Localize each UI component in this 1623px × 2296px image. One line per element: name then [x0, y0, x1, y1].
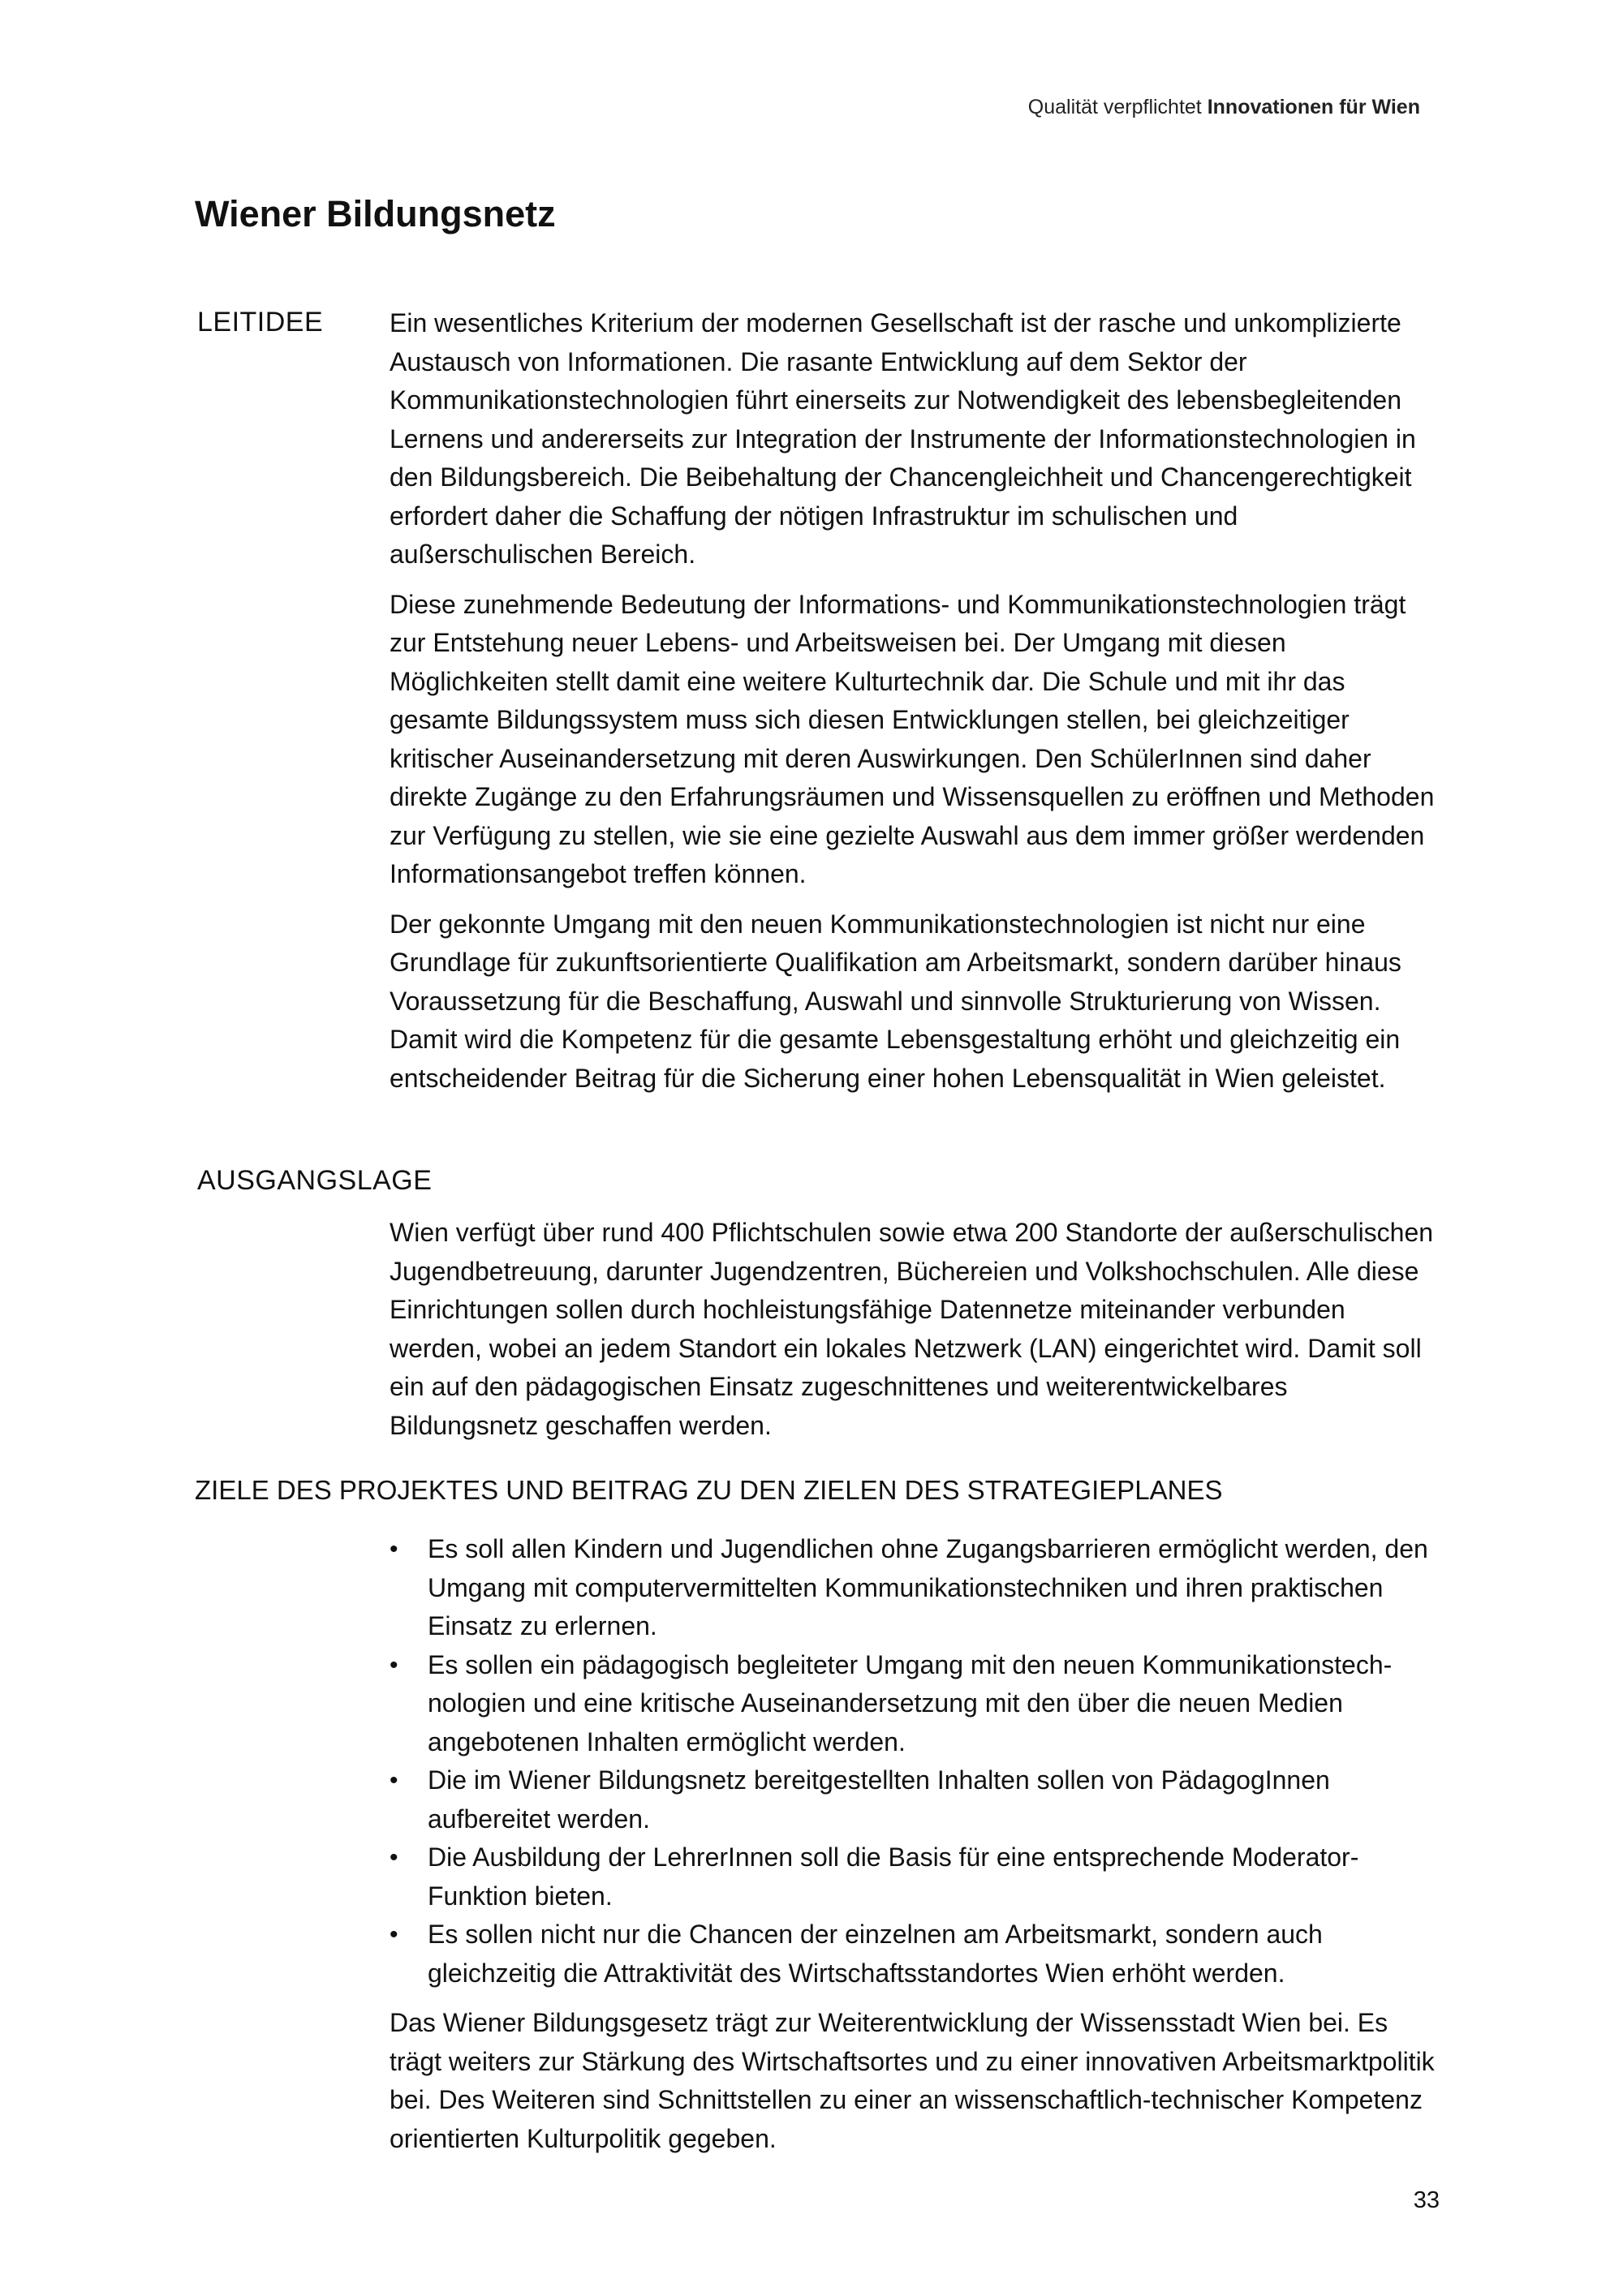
- page-title: Wiener Bildungsnetz: [195, 193, 556, 234]
- paragraph: Wien verfügt über rund 400 Pflichtschulen sowie etwa 200 Standorte der außerschulischen Jugendbetreuung, darunter Jugendzentren, Büchereien und Volkshochschulen. Alle diese Einrichtungen sollen durch hochleistungsfähige Datennetze miteinander verbunden werden, wobei an jedem Standort ein lokales Netzwerk (LAN) eingerichtet wird. Damit soll ein auf den pädagogischen Einsatz zugeschnittenes und weiterentwickelbares Bildungsnetz geschaffen werden.: [390, 1218, 1434, 1440]
- paragraph: Ein wesentliches Kriterium der modernen Gesellschaft ist der rasche und unkomplizierte Austausch von Informationen. Die rasante Entwicklung auf dem Sektor der Kommunikationstechnologien führt einerseits zur Notwendigkeit des lebensbegleitenden Lernens und andererseits zur Integration der Instrumente der Informationstechnologien in den Bildungsbereich. Die Beibehaltung der Chancengleichheit und Chancengerechtigkeit erfordert daher die Schaffung der nötigen Infrastruktur im schulischen und außerschulischen Bereich.: [390, 308, 1416, 569]
- page-number: 33: [1413, 2187, 1440, 2213]
- running-header: [1028, 96, 1420, 119]
- bullet-icon: •: [390, 1844, 398, 1871]
- paragraph: Der gekonnte Umgang mit den neuen Kommunikationstechnologien ist nicht nur eine Grundlage für zukunftsorientierte Qualifikation am Arbeitsmarkt, sondern darüber hinaus Voraussetzung für die Beschaffung, Auswahl und sinnvolle Strukturierung von Wissen. Damit wird die Kompetenz für die gesamte Lebensgestaltung erhöht und gleichzeitig ein entscheidender Beitrag für die Sicherung einer hohen Lebensqualität in Wien geleistet.: [390, 909, 1401, 1093]
- bullet-icon: •: [390, 1921, 398, 1948]
- list-item: [390, 1915, 1436, 1993]
- bullet-icon: •: [390, 1536, 398, 1563]
- header-prefix: Qualität verpflichtet: [1027, 96, 1202, 118]
- list-item-text: Die im Wiener Bildungsnetz bereitgestellten Inhalten sollen von PädagogInnen aufbereitet werden.: [428, 1765, 1330, 1834]
- section-body-ziele: [390, 1530, 1436, 2169]
- header-bold: Innovationen für Wien: [1207, 96, 1420, 118]
- list-item: [390, 1838, 1436, 1915]
- bullet-icon: •: [390, 1767, 398, 1794]
- list-item-text: Die Ausbildung der LehrerInnen soll die Basis für eine entsprechende Moderator-Funktion bieten.: [428, 1842, 1359, 1911]
- section-label-ausgangslage: AUSGANGSLAGE: [197, 1165, 433, 1196]
- list-item-text: Es soll allen Kindern und Jugendlichen ohne Zugangsbarrieren ermöglicht werden, den Umgang mit computervermittelten Kommunikationstechniken und ihren praktischen Einsatz zu erlernen.: [428, 1534, 1428, 1640]
- goal-list: [390, 1530, 1436, 1993]
- list-item: [390, 1761, 1436, 1838]
- list-item: [390, 1646, 1436, 1762]
- section-body-ausgangslage: [390, 1214, 1436, 1456]
- bullet-icon: •: [390, 1651, 398, 1679]
- paragraph: Diese zunehmende Bedeutung der Informations- und Kommunikationstechnologien trägt zur Entstehung neuer Lebens- und Arbeitsweisen bei. Der Umgang mit diesen Möglichkeiten stellt damit eine weitere Kulturtechnik dar. Die Schule und mit ihr das gesamte Bildungssystem muss sich diesen Entwicklungen stellen, bei gleichzeitiger kritischer Auseinandersetzung mit deren Auswirkungen. Den SchülerInnen sind daher direkte Zugänge zu den Erfahrungsräumen und Wissensquellen zu eröffnen und Methoden zur Verfügung zu stellen, wie sie eine gezielte Auswahl aus dem immer größer werdenden Informationsangebot treffen können.: [390, 589, 1435, 888]
- list-item-text: Es sollen nicht nur die Chancen der einzelnen am Arbeitsmarkt, sondern auch gleichzeitig die Attraktivität des Wirtschaftsstandortes Wien erhöht werden.: [428, 1920, 1323, 1988]
- list-item: [390, 1530, 1436, 1646]
- section-label-leitidee: LEITIDEE: [197, 307, 324, 338]
- list-item-text: Es sollen ein pädagogisch begleiteter Umgang mit den neuen Kommunikationstech-nologien und eine kritische Auseinandersetzung mit den über die neuen Medien angebotenen Inhalten ermöglicht werden.: [428, 1649, 1393, 1756]
- section-heading-ziele: ZIELE DES PROJEKTES UND BEITRAG ZU DEN ZIELEN DES STRATEGIEPLANES: [195, 1475, 1223, 1505]
- paragraph: Das Wiener Bildungsgesetz trägt zur Weiterentwicklung der Wissensstadt Wien bei. Es trägt weiters zur Stärkung des Wirtschaftsortes und zu einer innovativen Arbeitsmarktpolitik bei. Des Weiteren sind Schnittstellen zu einer an wissenschaftlich-technischer Kompetenz orientierten Kulturpolitik gegeben.: [390, 2008, 1435, 2153]
- section-body-leitidee: [390, 304, 1436, 1109]
